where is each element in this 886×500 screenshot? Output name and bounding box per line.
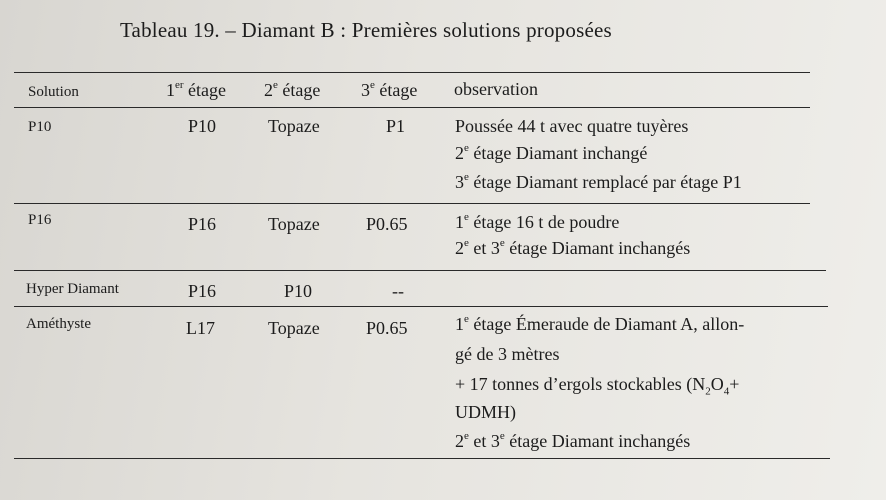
header-stage1: 1er étage	[166, 79, 227, 100]
table-title: Tableau 19. – Diamant B : Premières solutions proposées	[120, 18, 612, 42]
row-p10-obs-line3: 3e étage Diamant remplacé par étage P1	[455, 171, 742, 192]
row-amethyste-obs-line4: UDMH)	[455, 402, 516, 422]
row-amethyste-stage2: Topaze	[268, 318, 320, 338]
row-p10-obs-line1: Poussée 44 t avec quatre tuyères	[455, 116, 689, 136]
header-solution: Solution	[28, 84, 79, 100]
row-amethyste-solution: Améthyste	[26, 316, 91, 332]
rule-bottom	[14, 458, 830, 459]
row-p16-obs-line2: 2e et 3e étage Diamant inchangés	[455, 237, 691, 258]
row-p10-stage1: P10	[188, 116, 217, 136]
row-p16-solution: P16	[28, 212, 52, 228]
row-hyper-solution: Hyper Diamant	[26, 281, 119, 297]
row-hyper-stage1: P16	[188, 281, 217, 301]
row-p16-stage3: P0.65	[366, 214, 408, 234]
row-hyper-stage2: P10	[284, 281, 313, 301]
row-p10-solution: P10	[28, 119, 52, 135]
rule-header-bottom	[14, 107, 810, 108]
header-stage2: 2e étage	[264, 79, 321, 100]
rule-top	[14, 72, 810, 73]
rule-row3-bottom	[14, 306, 828, 307]
row-amethyste-stage1: L17	[186, 318, 215, 338]
row-p16-obs-line1: 1e étage 16 t de poudre	[455, 211, 620, 232]
row-p10-stage2: Topaze	[268, 116, 320, 136]
row-amethyste-obs-line5: 2e et 3e étage Diamant inchangés	[455, 430, 691, 451]
row-hyper-stage3: --	[392, 281, 404, 301]
row-amethyste-stage3: P0.65	[366, 318, 408, 338]
header-stage3: 3e étage	[361, 79, 418, 100]
row-amethyste-obs-line1: 1e étage Émeraude de Diamant A, allon-	[455, 313, 745, 334]
rule-row2-bottom	[14, 270, 826, 271]
row-p10-stage3: P1	[386, 116, 406, 136]
row-amethyste-obs-line3: + 17 tonnes d’ergols stockables ($N_2O_4+$	[455, 374, 740, 398]
rule-row1-bottom	[14, 203, 810, 204]
header-observation: observation	[454, 79, 538, 99]
row-p16-stage1: P16	[188, 214, 217, 234]
row-amethyste-obs-line2: gé de 3 mètres	[455, 344, 560, 364]
row-p10-obs-line2: 2e étage Diamant inchangé	[455, 142, 648, 163]
row-p16-stage2: Topaze	[268, 214, 320, 234]
